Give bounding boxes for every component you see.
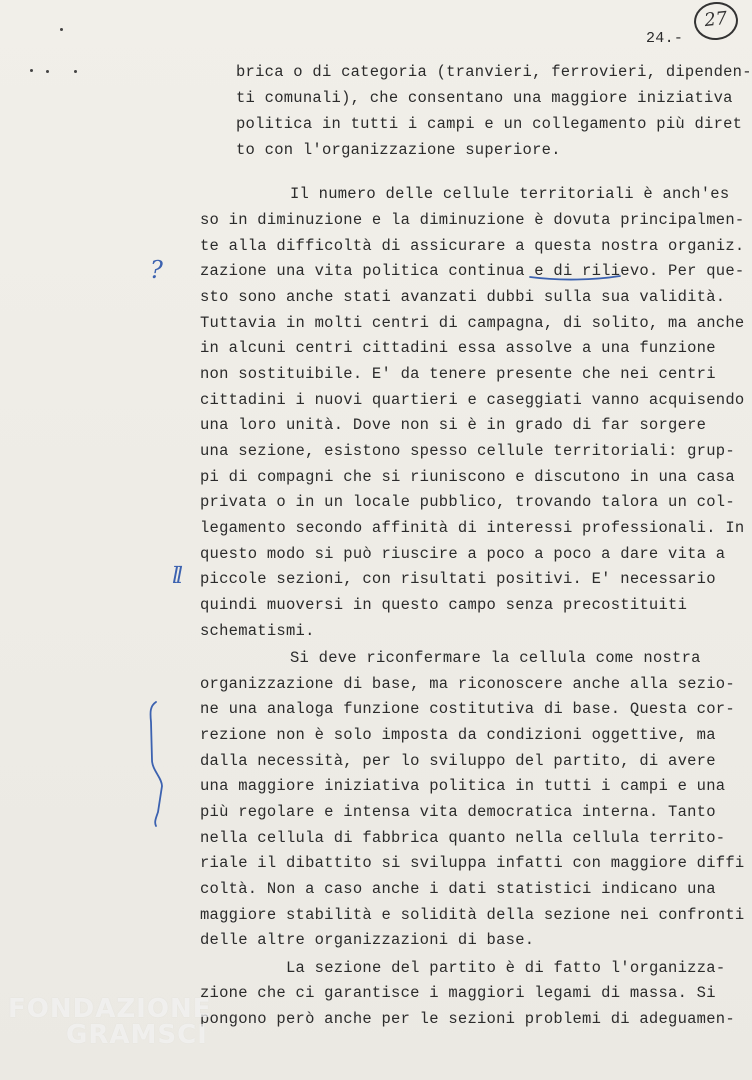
text-line: coltà. Non a caso anche i dati statistici indicano una [200, 880, 716, 898]
text-line: Si deve riconfermare la cellula come nostra [290, 649, 701, 667]
text-line: dalla necessità, per lo sviluppo del partito, di avere [200, 752, 716, 770]
text-line: in alcuni centri cittadini essa assolve a una funzione [200, 339, 716, 357]
text-line: te alla difficoltà di assicurare a questa nostra organiz. [200, 237, 745, 255]
text-line: so in diminuzione e la diminuzione è dovuta principalmen- [200, 211, 745, 229]
text-line: schematismi. [200, 622, 315, 640]
text-line: organizzazione di base, ma riconoscere anche alla sezio- [200, 675, 735, 693]
text-line: to con l'organizzazione superiore. [236, 141, 561, 159]
text-line: legamento secondo affinità di interessi professionali. In [200, 519, 745, 537]
text-line: rezione non è solo imposta da condizioni oggettive, ma [200, 726, 716, 744]
text-line: Tuttavia in molti centri di campagna, di solito, ma anche [200, 314, 745, 332]
text-line: sto sono anche stati avanzati dubbi sulla sua validità. [200, 288, 726, 306]
text-line: La sezione del partito è di fatto l'organizza- [286, 959, 726, 977]
text-line: brica o di categoria (tranvieri, ferrovieri, dipenden- [236, 63, 752, 81]
question-mark-note: ? [150, 256, 163, 284]
text-line: piccole sezioni, con risultati positivi. E' necessario [200, 570, 716, 588]
text-line: questo modo si può riuscire a poco a poco a dare vita a [200, 545, 726, 563]
text-line: privata o in un locale pubblico, trovando talora un col- [200, 493, 735, 511]
text-line: riale il dibattito si sviluppa infatti con maggiore diffi [200, 854, 745, 872]
text-line: Il numero delle cellule territoriali è anch'es [290, 185, 730, 203]
watermark-logo: FONDAZIONE GRAMSCI [8, 994, 212, 1050]
double-line-note: ll [172, 564, 181, 589]
text-line: zione che ci garantisce i maggiori legami di massa. Si [200, 984, 716, 1002]
text-line: una maggiore iniziativa politica in tutti i campi e una [200, 777, 726, 795]
text-line: ne una analoga funzione costitutiva di base. Questa cor- [200, 700, 735, 718]
text-line: una sezione, esistono spesso cellule territoriali: grup- [200, 442, 735, 460]
text-line: maggiore stabilità e solidità della sezione nei confronti [200, 906, 745, 924]
text-line: non sostituibile. E' da tenere presente che nei centri [200, 365, 716, 383]
text-line: zazione una vita politica continua e di rilievo. Per que- [200, 262, 745, 280]
text-line: politica in tutti i campi e un collegamento più diret [236, 115, 743, 133]
archive-number-stamp: 27 [692, 0, 740, 42]
text-line: nella cellula di fabbrica quanto nella cellula territo- [200, 829, 726, 847]
text-line: pongono però anche per le sezioni problemi di adeguamen- [200, 1010, 735, 1028]
text-line: pi di compagni che si riuniscono e discutono in una casa [200, 468, 735, 486]
text-line: cittadini i nuovi quartieri e caseggiati vanno acquisendo [200, 391, 745, 409]
text-line: una loro unità. Dove non si è in grado di far sorgere [200, 416, 707, 434]
text-line: quindi muoversi in questo campo senza precostituiti [200, 596, 688, 614]
page-number: 24.- [646, 30, 684, 47]
text-line: più regolare e intensa vita democratica interna. Tanto [200, 803, 716, 821]
text-line: delle altre organizzazioni di base. [200, 931, 535, 949]
text-line: ti comunali), che consentano una maggiore iniziativa [236, 89, 733, 107]
